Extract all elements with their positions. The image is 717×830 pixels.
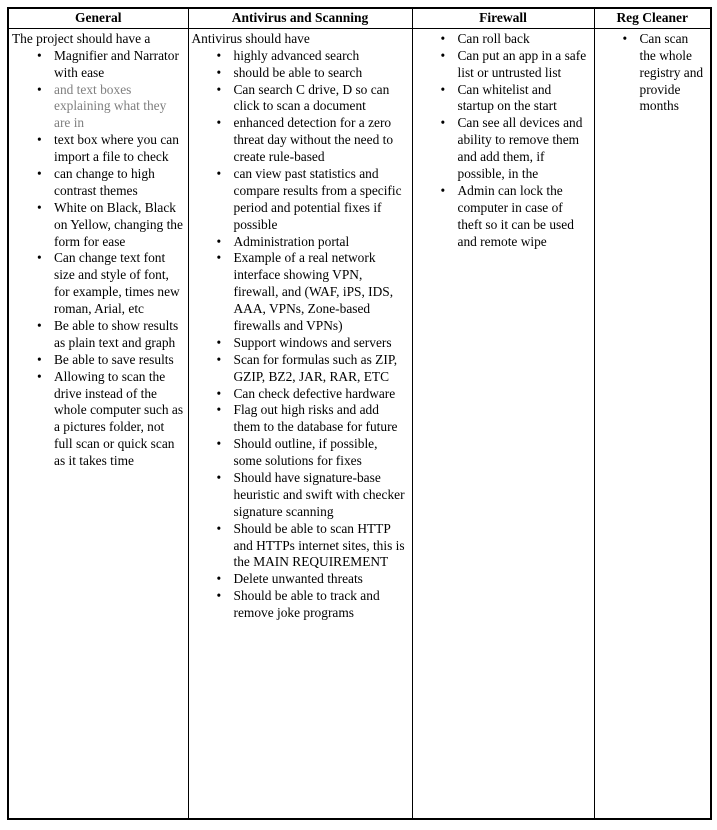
list-item bbox=[217, 436, 409, 470]
bullet-icon: • bbox=[37, 318, 42, 334]
list-item-text: Be able to save results bbox=[54, 351, 174, 367]
list-item-text: Administration portal bbox=[233, 233, 350, 249]
list-item-text: Support windows and servers bbox=[233, 334, 392, 350]
bullet-icon: • bbox=[440, 47, 446, 63]
bullet-icon: • bbox=[440, 182, 446, 198]
column-header-firewall: Firewall bbox=[412, 8, 594, 28]
list-item bbox=[217, 386, 409, 403]
list-item-text: Can see all devices and ability to remove them and add them, if possible, in the bbox=[457, 115, 583, 181]
list-item bbox=[217, 48, 409, 65]
bullet-icon: • bbox=[216, 233, 222, 249]
bullet-icon: • bbox=[37, 368, 42, 384]
list-item bbox=[623, 31, 708, 115]
bullet-icon: • bbox=[216, 402, 222, 418]
list-item-text: Can check defective hardware bbox=[233, 385, 396, 401]
list-item bbox=[37, 132, 185, 166]
table-body bbox=[8, 28, 711, 819]
bullet-icon: • bbox=[216, 385, 222, 401]
list-item-text: can change to high contrast themes bbox=[54, 166, 155, 198]
bullet-icon: • bbox=[216, 571, 222, 587]
list-item bbox=[37, 352, 185, 369]
list-item bbox=[217, 352, 409, 386]
list-item-text: highly advanced search bbox=[233, 47, 360, 63]
header-row bbox=[8, 8, 711, 28]
list-item-text: Be able to show results as plain text and graph bbox=[54, 318, 179, 350]
list-item-text: Allowing to scan the drive instead of the whole computer such as a pictures folder, not full scan or quick scan as it takes time bbox=[54, 368, 184, 469]
list-item-text: White on Black, Black on Yellow, changing the form for ease bbox=[54, 199, 183, 249]
list-item bbox=[37, 48, 185, 82]
list-item bbox=[217, 166, 409, 234]
list-item-text: Should be able to track and remove joke programs bbox=[233, 588, 380, 621]
bullet-icon: • bbox=[216, 520, 222, 536]
bullet-icon: • bbox=[440, 81, 446, 97]
list-item-text: can view past statistics and compare results from a specific period and potential fixes if possible bbox=[233, 166, 402, 232]
list-item-text: should be able to search bbox=[233, 64, 363, 80]
requirements-table bbox=[7, 7, 712, 820]
list-item bbox=[217, 402, 409, 436]
list-item-text: Should have signature-base heuristic and swift with checker signature scanning bbox=[233, 470, 405, 519]
list-item bbox=[441, 115, 591, 183]
list-item-text: text box where you can import a file to check bbox=[54, 132, 179, 165]
list-item-text: Example of a real network interface showing VPN, firewall, and (WAF, iPS, IDS, AAA, VPNs, Zone-based firewalls and VPNs) bbox=[233, 250, 394, 334]
bullet-icon: • bbox=[216, 64, 222, 80]
list-item bbox=[37, 369, 185, 470]
bullet-icon: • bbox=[216, 351, 222, 367]
list-item bbox=[441, 48, 591, 82]
list-item bbox=[441, 82, 591, 116]
list-item bbox=[217, 82, 409, 116]
list-item bbox=[217, 571, 409, 588]
list-item bbox=[217, 335, 409, 352]
list-item-text: Should outline, if possible, some solutions for fixes bbox=[233, 436, 378, 469]
intro-text-antivirus: Antivirus should have bbox=[191, 30, 310, 46]
bullet-icon: • bbox=[440, 115, 446, 131]
list-item bbox=[37, 200, 185, 251]
bullet-icon: • bbox=[37, 351, 42, 367]
list-item-text: enhanced detection for a zero threat day without the need to create rule-based bbox=[233, 115, 394, 165]
list-item bbox=[441, 183, 591, 251]
bullet-icon: • bbox=[440, 30, 446, 46]
bullet-icon: • bbox=[216, 81, 222, 97]
bullet-icon: • bbox=[216, 588, 222, 604]
bullet-icon: • bbox=[37, 250, 42, 266]
list-item bbox=[441, 31, 591, 48]
list-item-text: Can search C drive, D so can click to scan a document bbox=[233, 81, 390, 114]
list-item-text: Can change text font size and style of font, for example, times new roman, Arial, etc bbox=[54, 250, 180, 317]
bullet-list-general bbox=[12, 48, 185, 470]
list-item-text: Admin can lock the computer in case of theft so it can be used and remote wipe bbox=[457, 182, 574, 249]
bullet-icon: • bbox=[216, 436, 222, 452]
bullet-icon: • bbox=[37, 81, 42, 97]
list-item bbox=[37, 166, 185, 200]
list-item bbox=[217, 65, 409, 82]
column-cell-firewall bbox=[412, 28, 594, 819]
list-item-text: Flag out high risks and add them to the database for future bbox=[233, 402, 398, 435]
list-item-text: Should be able to scan HTTP and HTTPs internet sites, this is the MAIN REQUIREMENT bbox=[233, 520, 405, 570]
bullet-icon: • bbox=[216, 334, 222, 350]
list-item-text: Can scan the whole registry and provide months bbox=[639, 30, 704, 114]
list-item bbox=[37, 250, 185, 318]
list-item-text: and text boxes explaining what they are in bbox=[54, 81, 167, 131]
bullet-icon: • bbox=[37, 132, 42, 148]
bullet-icon: • bbox=[37, 166, 42, 181]
column-cell-antivirus bbox=[188, 28, 412, 819]
list-item bbox=[217, 588, 409, 622]
column-cell-general bbox=[8, 28, 188, 819]
list-item-text: Can whitelist and startup on the start bbox=[457, 81, 557, 114]
bullet-icon: • bbox=[216, 115, 222, 131]
list-item-text: Magnifier and Narrator with ease bbox=[54, 47, 179, 80]
bullet-icon: • bbox=[216, 470, 222, 486]
bullet-icon: • bbox=[37, 199, 42, 215]
list-item bbox=[37, 82, 185, 133]
list-item bbox=[37, 318, 185, 352]
column-header-antivirus: Antivirus and Scanning bbox=[188, 8, 412, 28]
column-header-general: General bbox=[8, 8, 188, 28]
bullet-icon: • bbox=[37, 47, 42, 63]
bullet-icon: • bbox=[216, 166, 222, 181]
intro-text-general: The project should have a bbox=[12, 30, 151, 46]
bullet-icon: • bbox=[622, 30, 628, 46]
list-item bbox=[217, 521, 409, 572]
column-cell-regcleaner bbox=[594, 28, 711, 819]
bullet-icon: • bbox=[216, 250, 222, 266]
bullet-list-regcleaner bbox=[598, 31, 708, 115]
list-item-text: Scan for formulas such as ZIP, GZIP, BZ2, JAR, RAR, ETC bbox=[233, 351, 398, 384]
list-item bbox=[217, 250, 409, 334]
column-header-regcleaner: Reg Cleaner bbox=[594, 8, 711, 28]
bullet-list-firewall bbox=[416, 31, 591, 251]
list-item-text: Delete unwanted threats bbox=[233, 571, 363, 587]
bullet-list-antivirus bbox=[192, 48, 409, 622]
list-item bbox=[217, 470, 409, 521]
table-header bbox=[8, 8, 711, 28]
list-item-text: Can roll back bbox=[457, 30, 530, 46]
list-item bbox=[217, 234, 409, 251]
list-item-text: Can put an app in a safe list or untrusted list bbox=[457, 47, 587, 80]
body-row bbox=[8, 28, 711, 819]
bullet-icon: • bbox=[216, 47, 222, 63]
list-item bbox=[217, 115, 409, 166]
